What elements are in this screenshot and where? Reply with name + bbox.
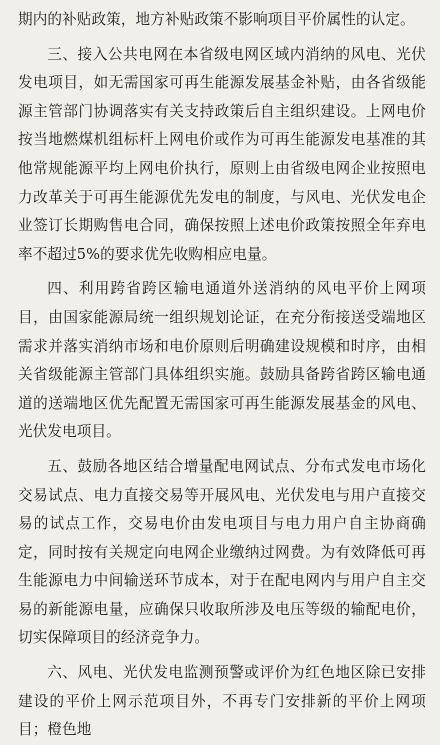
paragraph-item-5: 五、鼓励各地区结合增量配电网试点、分布式发电市场化交易试点、电力直接交易等开展风电、光伏发电与用户直接交易的试点工作，交易电价由发电项目与电力用户自主协商确定，同时按有关规定向电网企业缴纳过网费。为有效降低可再生能源电力中间输送环节成本，对于在配电网内与用户自主交易的新能源电量，应确保只收取所涉及电压等级的输配电价，切实保障项目的经济竞争力。 <box>18 457 426 647</box>
paragraph-continuation: 期内的补贴政策，地方补贴政策不影响项目平价属性的认定。 <box>18 11 415 28</box>
paragraph-item-3: 三、接入公共电网在本省级电网区域内消纳的风电、光伏发电项目，如无需国家可再生能源发展基金补贴，由各省级能源主管部门协调落实有关支持政策后自主组织建设。上网电价按当地燃煤机组标杆上网电价或作为可再生能源发电基准的其他常规能源平均上网电价执行，原则上由省级电网企业按照电力改革关于可再生能源优先发电的制度，与风电、光伏发电企业签订长期购售电合同，确保按照上述电价政策按照全年弃电率不超过5%的要求优先收购相应电量。 <box>18 45 426 263</box>
paragraph-item-6: 六、风电、光伏发电监测预警或评价为红色地区除已安排建设的平价上网示范项目外，不再专门安排新的平价上网项目；橙色地 <box>18 664 426 739</box>
paragraph-item-4: 四、利用跨省跨区输电通道外送消纳的风电平价上网项目，由国家能源局统一组织规划论证，在充分衔接送受端地区需求并落实消纳市场和电价原则后明确建设规模和时序，由相关省级能源主管部门具体组织实施。鼓励具备跨省跨区输电通道的送端地区优先配置无需国家可再生能源发展基金的风电、光伏发电项目。 <box>18 280 426 441</box>
